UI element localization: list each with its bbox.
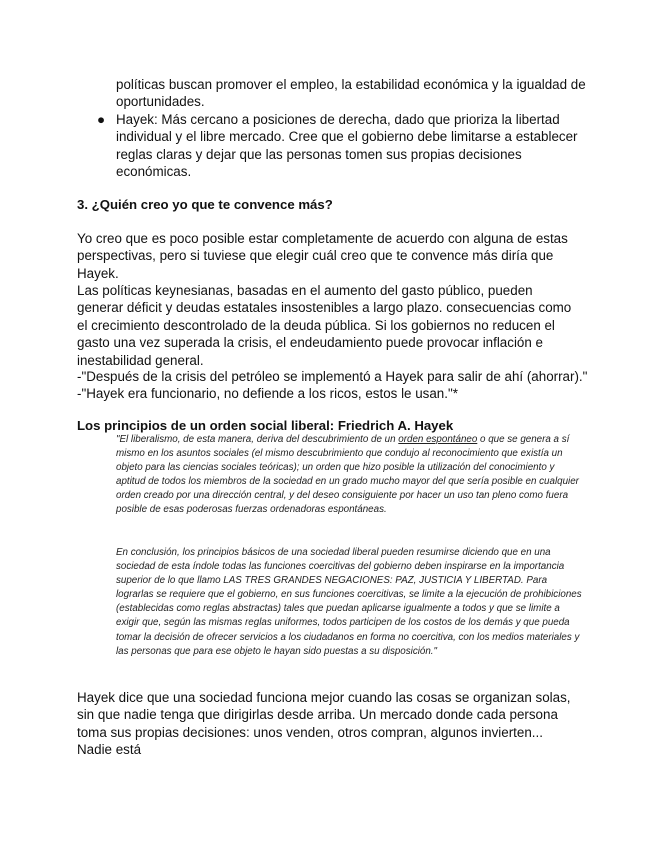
principles-heading: Los principios de un orden social liberal: Friedrich A. Hayek [77,418,454,433]
hayek-quote-1-end: o que se genera a sí mismo en los asuntos sociales (el mismo descubrimiento que condujo al reconocimiento que existía un objeto para las ciencias sociales teóricas); un orden que hizo posible la utilización del conocimiento y aptitud de todos los miembros de la sociedad en un grado mucho mayor del que sería posible en cualquier orden creado por una dirección central, y del deseo consiguiente por hacer un uso tan pleno como fuera posible de esas poderosas fuerzas ordenadoras espontáneas. [116,434,579,516]
bullet-item-hayek: Hayek: Más cercano a posiciones de derecha, dado que prioriza la libertad individual y el libre mercado. Cree que el gobierno debe limitarse a establecer reglas claras y dejar que las personas tomen sus propias decisiones económicas. [116,112,578,180]
hayek-quote-2: En conclusión, los principios básicos de una sociedad liberal pueden resumirse diciendo que en una sociedad de esta índole todas las funciones coercitivas del gobierno deben inspirarse en la importancia superior de lo que llamo LAS TRES GRANDES NEGACIONES: PAZ, JUSTICIA Y LIBERTAD. Para lograrlas se requiere que el gobierno, en sus funciones coercitivas, se limite a la ejecución de prohibiciones (establecidas como reglas abstractas) tales que puedan aplicarse igualmente a todos y que se limite a exigir que, según las mismas reglas uniformes, todos participen de los costos de los demás y que pueda tomar la decisión de ofrecer servicios a los ciudadanos en forma no coercitiva, con los medios materiales y las personas que para ese objeto le hayan sido puestas a su disposición." [116,547,582,657]
hayek-quote-1 [116,433,582,518]
quote-line-1: -"Después de la crisis del petróleo se implementó a Hayek para salir de ahí (ahorrar)." [77,369,588,384]
section-heading-3: 3. ¿Quién creo yo que te convence más? [77,197,333,212]
paragraph-opinion: Yo creo que es poco posible estar completamente de acuerdo con alguna de estas perspectivas, pero si tuviese que elegir cuál creo que te convence más diría que Hayek. [77,231,568,281]
quote-line-2: -"Hayek era funcionario, no defiende a los ricos, estos le usan."* [77,386,458,401]
hayek-quote-1-underlined: orden espontáneo [398,434,478,445]
paragraph-keynesian: Las políticas keynesianas, basadas en el aumento del gasto público, pueden generar déficit y deudas estatales insostenibles a largo plazo. consecuencias como el crecimiento descontrolado de la deuda pública. Si los gobiernos no reducen el gasto una vez superada la crisis, el endeudamiento puede provocar inflación e inestabilidad general. [77,283,572,368]
list-continuation-text: políticas buscan promover el empleo, la estabilidad económica y la igualdad de oportunidades. [116,77,586,110]
paragraph-closing: Hayek dice que una sociedad funciona mejor cuando las cosas se organizan solas, sin que nadie tenga que dirigirlas desde arriba. Un mercado donde cada persona toma sus propias decisiones: unos venden, otros compran, algunos invierten... Nadie está [77,690,571,758]
bullet-marker: ● [97,112,106,127]
hayek-quote-1-start: "El liberalismo, de esta manera, deriva del descubrimiento de un [116,434,399,445]
